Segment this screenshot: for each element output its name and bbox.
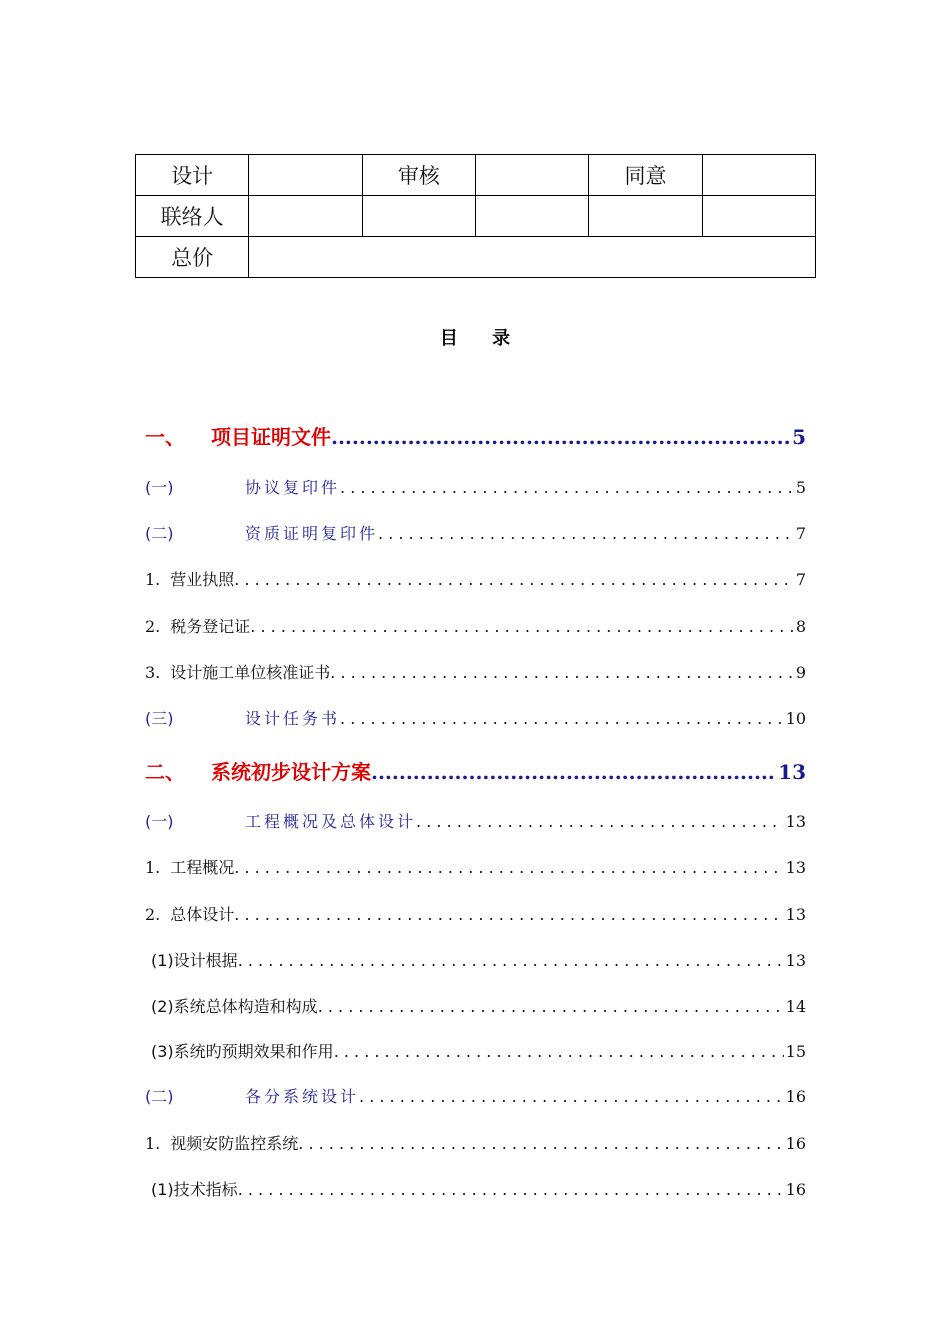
- toc-dot-leader: [318, 997, 784, 1016]
- toc-entry-title: 协议复印件: [245, 478, 341, 497]
- toc-title: 目 录: [439, 328, 525, 349]
- toc-entry-page-number: 15: [785, 1042, 806, 1061]
- toc-entry-page-number: 8: [795, 617, 806, 636]
- toc-entry-number: 1.: [145, 570, 161, 589]
- total-price-value-cell[interactable]: [249, 237, 816, 278]
- toc-dot-leader: [330, 663, 794, 682]
- toc-dot-leader: [371, 760, 776, 784]
- toc-entry-number: 2.: [145, 905, 161, 924]
- review-label: 审核: [362, 155, 475, 196]
- toc-entry[interactable]: [145, 756, 806, 785]
- toc-entry-title: 设计任务书: [245, 709, 341, 728]
- toc-entry-number: 1.: [145, 858, 161, 877]
- toc-entry-page-number: 7: [795, 524, 806, 543]
- toc-dot-leader: [359, 1087, 784, 1106]
- toc-entry-title: 系统旳预期效果和作用: [173, 1042, 334, 1061]
- toc-dot-leader: [378, 524, 794, 543]
- toc-entry[interactable]: [145, 706, 806, 729]
- toc-entry-number: 2.: [145, 617, 161, 636]
- toc-entry-number: (1): [151, 951, 174, 970]
- toc-entry-title: 工程概况: [170, 858, 235, 877]
- toc-entry-page-number: 16: [785, 1087, 806, 1106]
- empty-cell[interactable]: [702, 196, 815, 237]
- toc-entry[interactable]: [145, 902, 806, 925]
- toc-dot-leader: [416, 812, 784, 831]
- toc-entry[interactable]: [145, 567, 806, 590]
- toc-entry-page-number: 5: [795, 478, 806, 497]
- toc-entry-number: (1): [151, 1180, 174, 1199]
- toc-entry-title: 税务登记证: [170, 617, 251, 636]
- toc-entry-title: 设计根据: [173, 951, 238, 970]
- toc-entry[interactable]: [145, 1131, 806, 1154]
- toc-entry[interactable]: [145, 475, 806, 498]
- design-label: 设计: [136, 155, 249, 196]
- toc-entry-number: (3): [151, 1042, 174, 1061]
- toc-entry-page-number: 13: [785, 951, 806, 970]
- approve-label: 同意: [589, 155, 702, 196]
- toc-dot-leader: [331, 425, 790, 449]
- toc-dot-leader: [334, 1042, 784, 1061]
- contact-label: 联络人: [136, 196, 249, 237]
- table-row: [136, 196, 816, 237]
- toc-entry-page-number: 13: [778, 760, 806, 784]
- table-row: [136, 155, 816, 196]
- toc-entry-page-number: 13: [785, 812, 806, 831]
- toc-entry-title: 各分系统设计: [245, 1087, 360, 1106]
- toc-entry-title: 设计施工单位核准证书: [170, 663, 331, 682]
- review-value-cell[interactable]: [475, 155, 588, 196]
- toc-entry-number: (三): [145, 709, 174, 728]
- toc-entry-page-number: 7: [795, 570, 806, 589]
- toc-entry-number: 二、: [145, 760, 185, 784]
- toc-entry-number: 3.: [145, 663, 161, 682]
- toc-entry-number: 一、: [145, 425, 185, 449]
- table-row: [136, 237, 816, 278]
- toc-entry-title: 技术指标: [173, 1180, 238, 1199]
- toc-entry-number: 1.: [145, 1134, 161, 1153]
- toc-entry-page-number: 10: [785, 709, 806, 728]
- empty-cell[interactable]: [475, 196, 588, 237]
- toc-entry[interactable]: [145, 994, 806, 1017]
- toc-entry-page-number: 13: [785, 905, 806, 924]
- toc-entry[interactable]: [145, 421, 806, 450]
- toc-entry-page-number: 13: [785, 858, 806, 877]
- toc-dot-leader: [238, 1180, 784, 1199]
- toc-entry-page-number: 9: [795, 663, 806, 682]
- empty-cell[interactable]: [589, 196, 702, 237]
- toc-entry-page-number: 14: [785, 997, 806, 1016]
- toc-entry[interactable]: [145, 521, 806, 544]
- toc-dot-leader: [238, 951, 784, 970]
- toc-entry[interactable]: [145, 1177, 806, 1200]
- contact-value-cell[interactable]: [249, 196, 362, 237]
- toc-entry[interactable]: [145, 1084, 806, 1107]
- toc-entry-page-number: 16: [785, 1180, 806, 1199]
- toc-entry[interactable]: [145, 1039, 806, 1062]
- signoff-table: [135, 154, 816, 278]
- toc-entry-title: 项目证明文件: [211, 425, 331, 449]
- toc-dot-leader: [250, 617, 794, 636]
- total-price-label: 总价: [136, 237, 249, 278]
- toc-entry[interactable]: [145, 660, 806, 683]
- toc-entry-number: (一): [145, 478, 174, 497]
- toc-entry-title: 营业执照: [170, 570, 235, 589]
- toc-dot-leader: [234, 858, 783, 877]
- toc-dot-leader: [234, 570, 794, 589]
- empty-cell[interactable]: [362, 196, 475, 237]
- toc-entry[interactable]: [145, 614, 806, 637]
- toc-dot-leader: [298, 1134, 783, 1153]
- toc-dot-leader: [340, 709, 784, 728]
- toc-entry-title: 总体设计: [170, 905, 235, 924]
- toc-entry-number: (一): [145, 812, 174, 831]
- toc-entry-title: 系统总体构造和构成: [173, 997, 318, 1016]
- toc-entry-title: 工程概况及总体设计: [245, 812, 417, 831]
- toc-entry-title: 资质证明复印件: [245, 524, 379, 543]
- toc-entry-page-number: 16: [785, 1134, 806, 1153]
- toc-entry[interactable]: [145, 809, 806, 832]
- toc-entry[interactable]: [145, 855, 806, 878]
- approve-value-cell[interactable]: [702, 155, 815, 196]
- toc-entry[interactable]: [145, 948, 806, 971]
- toc-dot-leader: [234, 905, 783, 924]
- toc-entry-title: 视频安防监控系统: [170, 1134, 299, 1153]
- toc-entry-title: 系统初步设计方案: [211, 760, 371, 784]
- toc-dot-leader: [340, 478, 794, 497]
- design-value-cell[interactable]: [249, 155, 362, 196]
- toc-entry-number: (二): [145, 524, 174, 543]
- toc-entry-number: (2): [151, 997, 174, 1016]
- toc-entry-page-number: 5: [792, 425, 806, 449]
- toc-entry-number: (二): [145, 1087, 174, 1106]
